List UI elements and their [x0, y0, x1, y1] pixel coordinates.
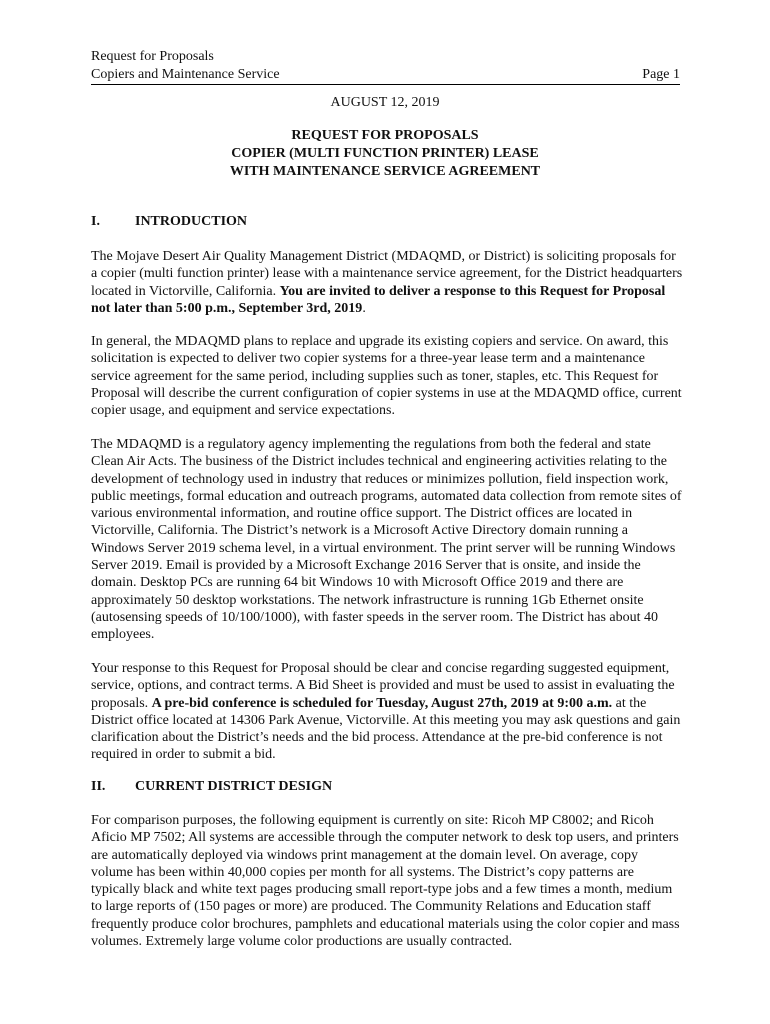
running-header [91, 66, 680, 85]
paragraph-response [91, 660, 683, 764]
section-title: INTRODUCTION [135, 214, 248, 229]
paragraph-text: Your response to this Request for Proposal should be clear and concise regarding suggested equipment, service, options, and contract terms. A Bid Sheet is provided and must be used to assist in evaluating the proposals. [91, 661, 675, 711]
title-line-3: WITH MAINTENANCE SERVICE AGREEMENT [229, 164, 541, 179]
paragraph-agency: The MDAQMD is a regulatory agency implementing the regulations from both the federal and state Clean Air Acts. The business of the District includes technical and engineering activities relating to the development of technology used in industry that reduces or minimizes pollution, field inspection work, public meetings, formal education and outreach programs, automated data collection from remote sites of various environmental information, and routine office support. The District offices are located in Victorville, California. The District’s network is a Microsoft Active Directory domain running a Windows Server 2019 schema level, in a virtual environment. The print server will be running Windows Server 2019. Email is provided by a Microsoft Exchange 2016 Server that is onsite, and inside the domain. Desktop PCs are running 64 bit Windows 10 with Microsoft Office 2019 and there are approximately 50 desktop workstations. The network infrastructure is running 1Gb Ethernet onsite (autosensing speeds of 10/100/1000), with faster speeds in the server room. The District has about 40 employees. [91, 437, 682, 643]
document-date: AUGUST 12, 2019 [330, 95, 440, 110]
paragraph-introduction [91, 248, 683, 317]
paragraph-plans: In general, the MDAQMD plans to replace and upgrade its existing copiers and service. On award, this solicitation is expected to deliver two copier systems for a three-year lease term and a maintenance service agreement for the same period, including supplies such as toner, staples, etc. This Request for Proposal will describe the current configuration of copier systems in use at the MDAQMD office, current copier usage, and equipment and service expectations. [91, 334, 682, 419]
section-heading-current-design [91, 778, 681, 795]
section-title: CURRENT DISTRICT DESIGN [135, 779, 333, 794]
paragraph-equipment: For comparison purposes, the following equipment is currently on site: Ricoh MP C8002; and Ricoh Aficio MP 7502; All systems are accessible through the computer network to desk top users, and printers are automatically deployed via windows print management at the domain level. On average, copy volume has been within 40,000 copies per month for all systems. The District’s copy patterns are typically black and white text pages producing small report-type jobs and a few times a month, medium to large reports of (150 pages or more) are produced. The Community Relations and Education staff frequently produce color brochures, pamphlets and educational materials using the color copier and mass volumes. Extremely large volume color productions are usually contracted. [91, 813, 680, 950]
prebid-emphasis: A pre-bid conference is scheduled for Tuesday, August 27th, 2019 at 9:00 a.m. [151, 695, 613, 711]
running-header-subtitle: Copiers and Maintenance Service [91, 67, 280, 82]
running-header-title: Request for Proposals [91, 49, 214, 64]
title-line-1: REQUEST FOR PROPOSALS [291, 128, 479, 143]
section-number: I. [91, 214, 100, 229]
section-heading-introduction [91, 213, 681, 230]
paragraph-text: The Mojave Desert Air Quality Management District (MDAQMD, or District) is soliciting proposals for a copier (multi function printer) lease with a maintenance service agreement, for the District headquarters located in Victorville, California. [91, 249, 683, 299]
title-line-2: COPIER (MULTI FUNCTION PRINTER) LEASE [231, 146, 539, 161]
section-number: II. [91, 779, 106, 794]
paragraph-text: . [362, 300, 366, 316]
document-title [0, 127, 770, 181]
paragraph-text: at the District office located at 14306 Park Avenue, Victorville. At this meeting you may ask questions and gain clarification about the District’s needs and the bid process. Attendance at the pre-bid conference is not required in order to submit a bid. [91, 695, 681, 763]
deadline-emphasis: You are invited to deliver a response to this Request for Proposal not later than 5:00 p.m., September 3rd, 2019 [91, 283, 666, 316]
page-number: Page 1 [642, 67, 680, 82]
